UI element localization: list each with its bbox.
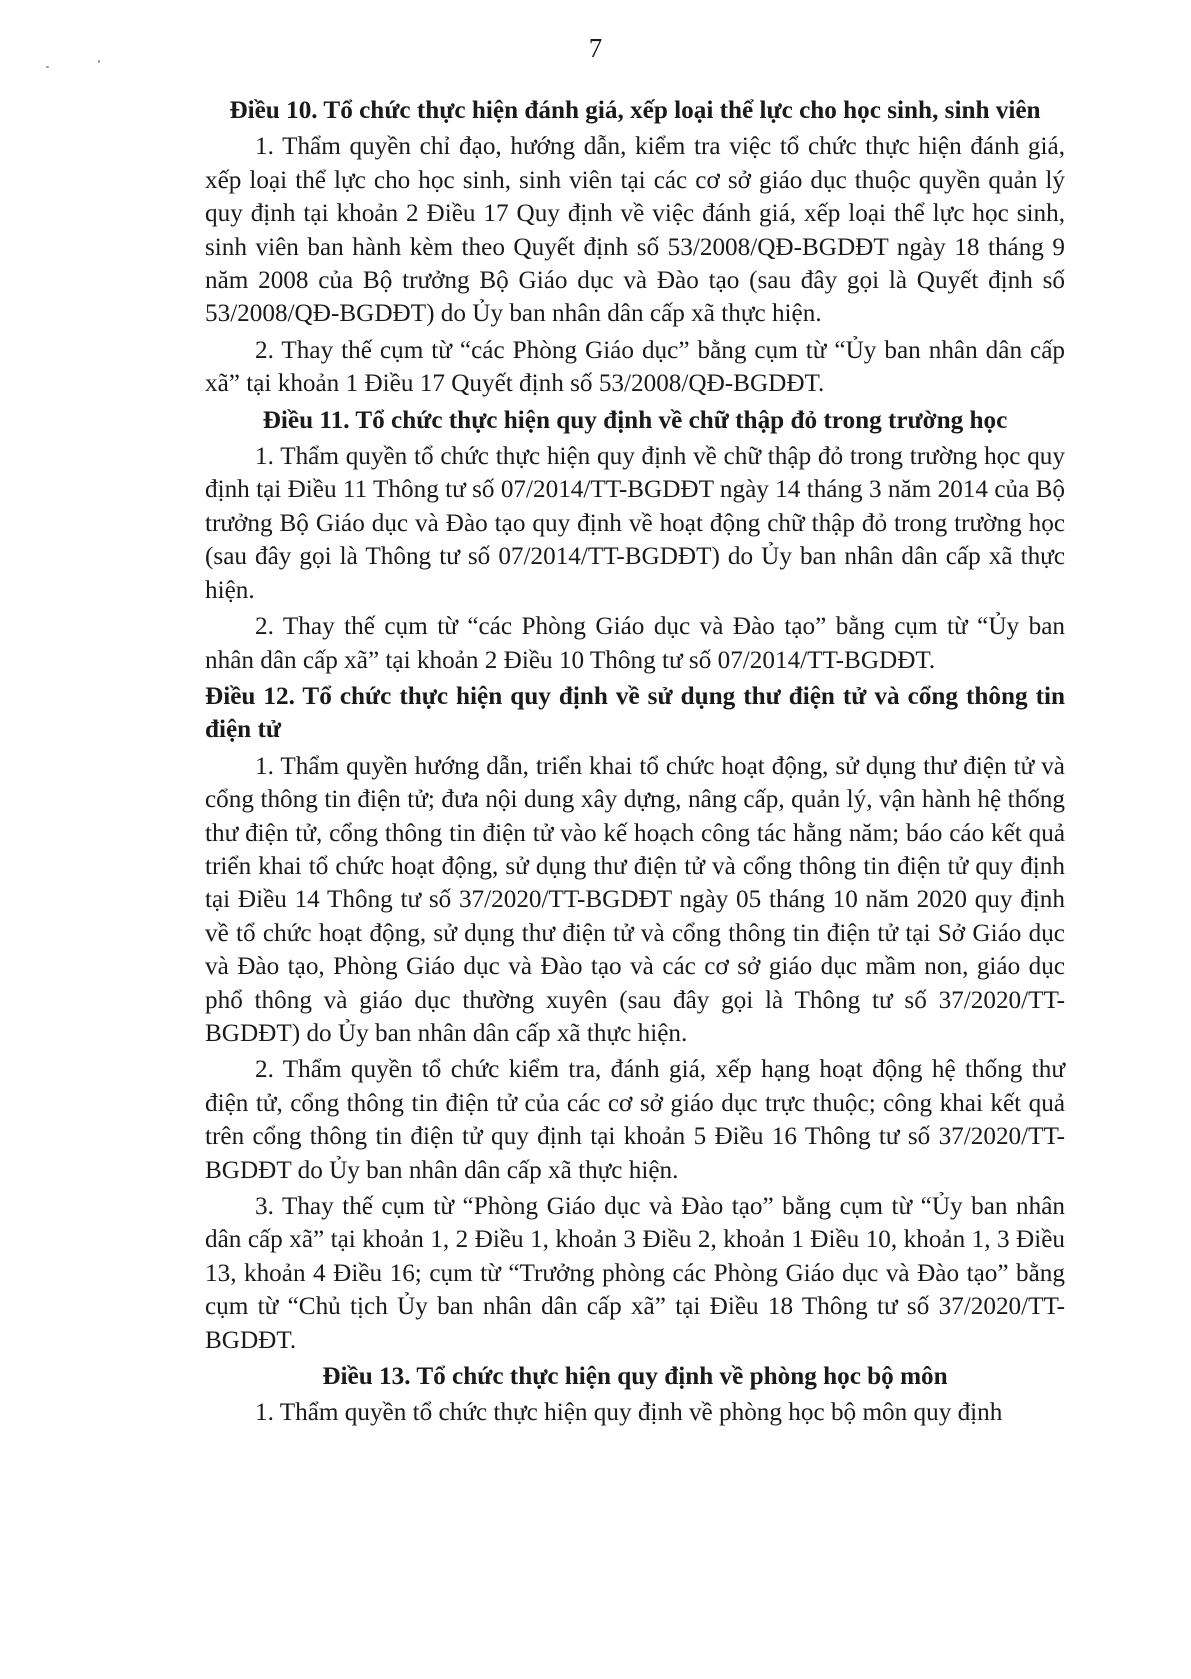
article-paragraph: 1. Thẩm quyền tổ chức thực hiện quy định về chữ thập đỏ trong trường học quy định tại Điều 11 Thông tư số 07/2014/TT-BGDĐT ngày 14 tháng 3 năm 2014 của Bộ trưởng Bộ Giáo dục và Đào tạo quy định về hoạt động chữ thập đỏ trong trường học (sau đây gọi là Thông tư số 07/2014/TT-BGDĐT) do Ủy ban nhân dân cấp xã thực hiện. <box>205 443 1065 604</box>
article-paragraph: 1. Thẩm quyền chỉ đạo, hướng dẫn, kiểm tra việc tổ chức thực hiện đánh giá, xếp loại thể lực cho học sinh, sinh viên tại các cơ sở giáo dục thuộc quyền quản lý quy định tại khoản 2 Điều 17 Quy định về việc đánh giá, xếp loại thể lực học sinh, sinh viên ban hành kèm theo Quyết định số 53/2008/QĐ-BGDĐT ngày 18 tháng 9 năm 2008 của Bộ trưởng Bộ Giáo dục và Đào tạo (sau đây gọi là Quyết định số 53/2008/QĐ-BGDĐT) do Ủy ban nhân dân cấp xã thực hiện. <box>205 133 1065 328</box>
article-13 <box>205 1360 1065 1430</box>
page-number: 7 <box>588 33 603 63</box>
document-body <box>205 94 1065 1433</box>
article-paragraph: 2. Thẩm quyền tổ chức kiểm tra, đánh giá, xếp hạng hoạt động hệ thống thư điện tử, cổng thông tin điện tử của các cơ sở giáo dục trực thuộc; công khai kết quả trên cổng thông tin điện tử quy định tại khoản 5 Điều 16 Thông tư số 37/2020/TT-BGDĐT do Ủy ban nhân dân cấp xã thực hiện. <box>205 1056 1065 1184</box>
article-11 <box>205 404 1065 677</box>
article-paragraph: 2. Thay thế cụm từ “các Phòng Giáo dục” bằng cụm từ “Ủy ban nhân dân cấp xã” tại khoản 1 Điều 17 Quyết định số 53/2008/QĐ-BGDĐT. <box>205 336 1065 398</box>
article-heading: Điều 13. Tổ chức thực hiện quy định về phòng học bộ môn <box>322 1363 948 1391</box>
article-paragraph: 3. Thay thế cụm từ “Phòng Giáo dục và Đào tạo” bằng cụm từ “Ủy ban nhân dân cấp xã” tại khoản 1, 2 Điều 1, khoản 3 Điều 2, khoản 1 Điều 10, khoản 1, 3 Điều 13, khoản 4 Điều 16; cụm từ “Trưởng phòng các Phòng Giáo dục và Đào tạo” bằng cụm từ “Chủ tịch Ủy ban nhân dân cấp xã” tại Điều 18 Thông tư số 37/2020/TT-BGDĐT. <box>205 1193 1065 1354</box>
article-paragraph: 1. Thẩm quyền hướng dẫn, triển khai tổ chức hoạt động, sử dụng thư điện tử và cổng thông tin điện tử; đưa nội dung xây dựng, nâng cấp, quản lý, vận hành hệ thống thư điện tử, cổng thông tin điện tử vào kế hoạch công tác hằng năm; báo cáo kết quả triển khai tổ chức hoạt động, sử dụng thư điện tử và cổng thông tin điện tử quy định tại Điều 14 Thông tư số 37/2020/TT-BGDĐT ngày 05 tháng 10 năm 2020 quy định về tổ chức hoạt động, sử dụng thư điện tử và cổng thông tin điện tử tại Sở Giáo dục và Đào tạo, Phòng Giáo dục và Đào tạo và các cơ sở giáo dục mầm non, giáo dục phổ thông và giáo dục thường xuyên (sau đây gọi là Thông tư số 37/2020/TT-BGDĐT) do Ủy ban nhân dân cấp xã thực hiện. <box>205 752 1065 1047</box>
article-10 <box>205 94 1065 401</box>
article-12 <box>205 680 1065 1357</box>
article-paragraph: 1. Thẩm quyền tổ chức thực hiện quy định về phòng học bộ môn quy định <box>255 1399 1003 1427</box>
article-heading: Điều 11. Tổ chức thực hiện quy định về chữ thập đỏ trong trường học <box>262 406 1008 434</box>
scan-speck <box>98 60 100 63</box>
scan-speck <box>46 66 49 68</box>
article-heading: Điều 10. Tổ chức thực hiện đánh giá, xếp loại thể lực cho học sinh, sinh viên <box>229 97 1041 124</box>
article-paragraph: 2. Thay thế cụm từ “các Phòng Giáo dục và Đào tạo” bằng cụm từ “Ủy ban nhân dân cấp xã” tại khoản 2 Điều 10 Thông tư số 07/2014/TT-BGDĐT. <box>205 613 1065 674</box>
article-heading: Điều 12. Tổ chức thực hiện quy định về sử dụng thư điện tử và cổng thông tin điện tử <box>205 682 1065 744</box>
